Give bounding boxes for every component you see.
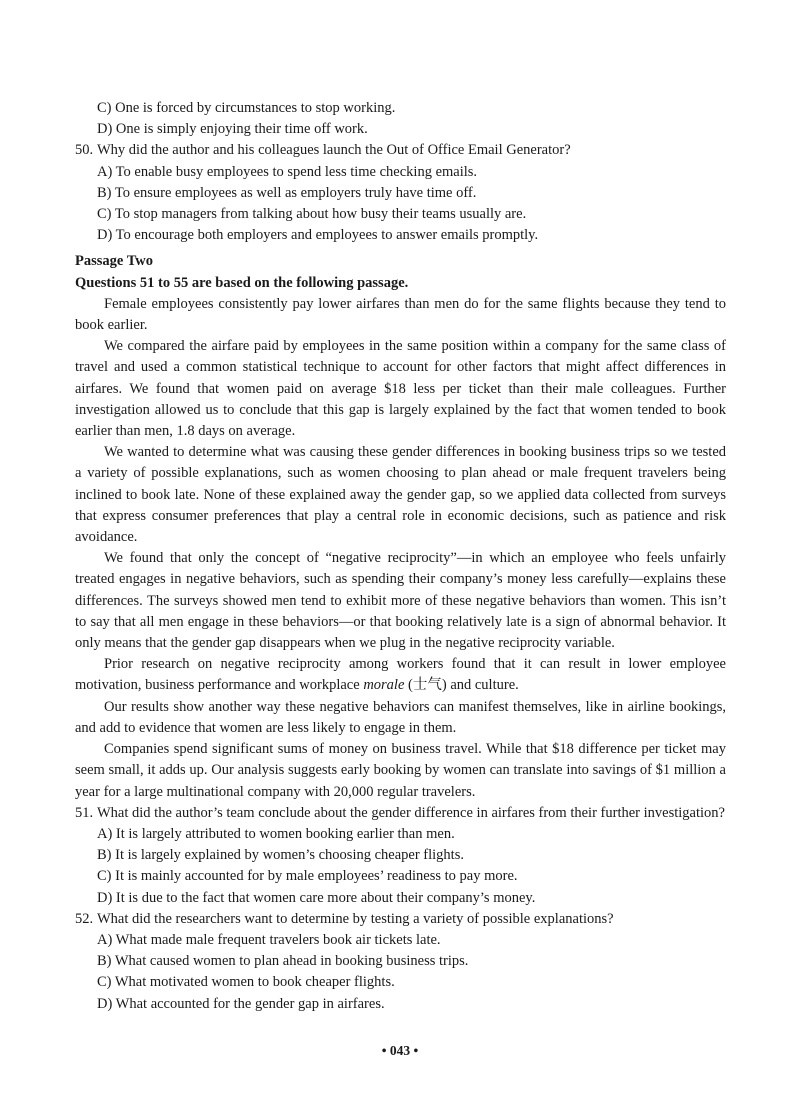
paragraph: We wanted to determine what was causing these gender differences in booking business trips so we tested a variety of possible explanations, such as women choosing to plan ahead or male frequent travelers being inclined to book late. None of these explained away the gender gap, so we applied data collected from surveys that express consumer preferences that play a central role in economic decisions, such as patience and risk avoidance. (75, 444, 726, 546)
option-d: D) It is due to the fact that women care more about their company’s money. (97, 889, 536, 906)
option-c: C) What motivated women to book cheaper flights. (97, 974, 395, 991)
question-stem (75, 909, 726, 930)
question-52 (75, 909, 726, 1015)
page-number: • 043 • (381, 1043, 419, 1058)
option-b: B) To ensure employees as well as employers truly have time off. (97, 184, 477, 201)
option-a: A) It is largely attributed to women booking earlier than men. (97, 825, 455, 842)
paragraph: Companies spend significant sums of money on business travel. While that $18 difference per ticket may seem small, it adds up. Our analysis suggests early booking by women can translate into savings of $1 million a year for a large multinational company with 20,000 regular travelers. (75, 741, 726, 800)
paragraph-text: (士气) and culture. (404, 677, 519, 694)
paragraph (75, 654, 726, 696)
option-b: B) What caused women to plan ahead in booking business trips. (97, 953, 469, 970)
paragraph-text: Prior research on negative reciprocity among workers found that it can result in lower employee motivation, business performance and workplace (75, 656, 726, 694)
question-number: 51. (75, 804, 94, 821)
option-c: C) To stop managers from talking about how busy their teams usually are. (97, 206, 527, 223)
passage-body (75, 294, 726, 803)
q49-remaining-options (75, 98, 726, 140)
question-number: 50. (75, 142, 94, 159)
option-c: C) It is mainly accounted for by male employees’ readiness to pay more. (97, 868, 518, 885)
question-50 (75, 140, 726, 246)
option-a: A) What made male frequent travelers book air tickets late. (97, 931, 441, 948)
option-b: B) It is largely explained by women’s choosing cheaper flights. (97, 847, 464, 864)
paragraph: We compared the airfare paid by employees in the same position within a company for the same class of travel and used a common statistical technique to account for other factors that might affect differences in airfares. We found that women paid on average $18 less per ticket than their male colleagues. Further investigation allowed us to conclude that this gap is largely explained by the fact that women tended to book earlier than men, 1.8 days on average. (75, 338, 726, 440)
option-d: D) What accounted for the gender gap in airfares. (97, 995, 385, 1012)
question-text: What did the researchers want to determine by testing a variety of possible explanations? (97, 910, 614, 927)
question-number: 52. (75, 910, 94, 927)
paragraph: Female employees consistently pay lower airfares than men do for the same flights because they tend to book earlier. (75, 295, 726, 334)
paragraph: Our results show another way these negative behaviors can manifest themselves, like in airline bookings, and add to evidence that women are less likely to engage in them. (75, 698, 726, 736)
paragraph: We found that only the concept of “negative reciprocity”—in which an employee who feels unfairly treated engages in negative behaviors, such as spending their company’s money less carefully—explains these differences. The surveys showed men tend to exhibit more of these negative behaviors than women. This isn’t to say that all men engage in these behaviors—or that booking relatively late is a sign of abnormal behavior. It only means that the gender gap disappears when we plug in the negative reciprocity variable. (75, 550, 726, 652)
passage-title: Passage Two (75, 253, 154, 270)
italic-term: morale (363, 677, 405, 694)
page-content (75, 98, 726, 1015)
option-d: D) To encourage both employers and employees to answer emails promptly. (97, 227, 539, 244)
question-51 (75, 803, 726, 909)
question-stem (75, 140, 726, 161)
question-text: What did the author’s team conclude about the gender difference in airfares from their further investigation? (97, 804, 725, 821)
option-c: C) One is forced by circumstances to stop working. (97, 100, 396, 116)
question-stem (75, 803, 726, 824)
option-a: A) To enable busy employees to spend less time checking emails. (97, 163, 478, 180)
option-d: D) One is simply enjoying their time off work. (97, 121, 368, 138)
question-text: Why did the author and his colleagues launch the Out of Office Email Generator? (97, 142, 571, 159)
passage-instructions: Questions 51 to 55 are based on the following passage. (75, 274, 409, 291)
